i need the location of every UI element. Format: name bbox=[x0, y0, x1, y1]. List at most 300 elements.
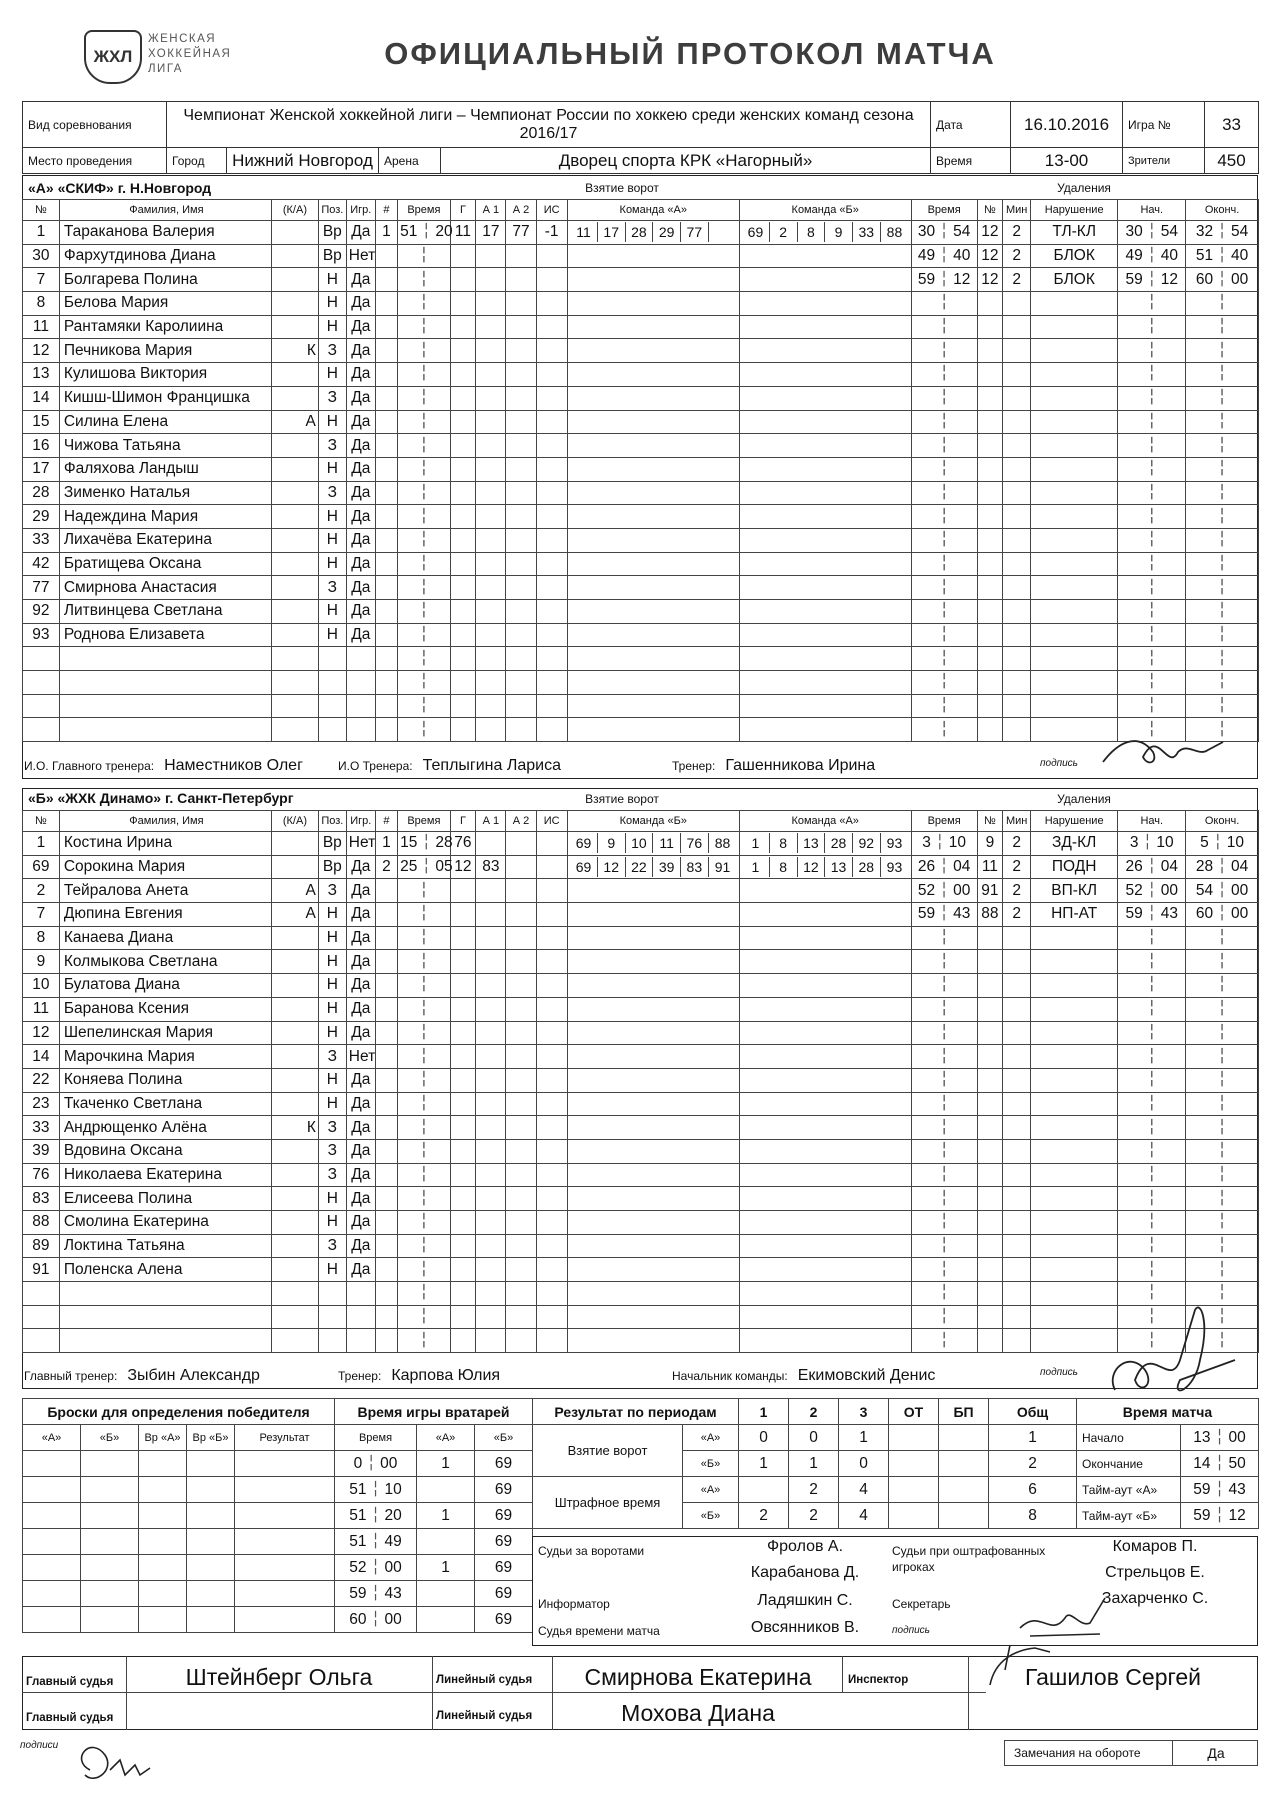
player-position: Н bbox=[318, 363, 346, 387]
goal-own-on-ice bbox=[567, 1116, 739, 1140]
goal-number bbox=[375, 576, 397, 600]
pen-min: 59 bbox=[1125, 905, 1143, 923]
period-value: 1 bbox=[739, 1451, 789, 1477]
penalty-minutes bbox=[1003, 950, 1031, 974]
player-name: Братищева Оксана bbox=[59, 552, 271, 576]
shootout-cell bbox=[23, 1451, 81, 1477]
goal-assist-2 bbox=[506, 974, 536, 998]
player-role bbox=[271, 600, 318, 624]
penalty-minutes bbox=[1003, 1305, 1031, 1329]
penalty-player bbox=[977, 1139, 1003, 1163]
on-ice-player: 33 bbox=[853, 222, 881, 242]
date-label: Дата bbox=[931, 102, 1011, 148]
player-name: Надеждина Мария bbox=[59, 505, 271, 529]
goal-number bbox=[375, 718, 397, 742]
player-name: Вдовина Оксана bbox=[59, 1139, 271, 1163]
player-position: Н bbox=[318, 292, 346, 316]
player-role bbox=[271, 997, 318, 1021]
coach-label: И.О Тренера: bbox=[338, 759, 413, 773]
goal-time: ╎ bbox=[398, 950, 450, 974]
penalty-violation bbox=[1031, 528, 1118, 552]
penalty-minutes bbox=[1003, 671, 1031, 695]
goal-own-on-ice bbox=[567, 671, 739, 695]
goal-scorer bbox=[450, 339, 476, 363]
player-row bbox=[23, 1282, 1259, 1306]
player-played bbox=[346, 1282, 375, 1306]
goal-scorer bbox=[450, 879, 476, 903]
goal-situation bbox=[536, 410, 567, 434]
player-played bbox=[346, 647, 375, 671]
spectators: 450 bbox=[1205, 148, 1259, 174]
goal-scorer bbox=[450, 1187, 476, 1211]
goal-scorer bbox=[450, 671, 476, 695]
team-a-coach2 bbox=[338, 757, 561, 775]
goal-scorer: 76 bbox=[450, 832, 476, 856]
player-played: Да bbox=[346, 974, 375, 998]
inspector: Гашилов Сергей bbox=[1024, 1664, 1202, 1690]
goal-number: 1 bbox=[375, 221, 397, 245]
goal-time: ╎ bbox=[398, 528, 450, 552]
player-name: Кишш-Шимон Францишка bbox=[59, 386, 271, 410]
pen-min: 5 bbox=[1200, 834, 1209, 852]
player-position: З bbox=[318, 434, 346, 458]
team-b-coach-signature bbox=[1100, 1300, 1240, 1410]
goal-assist-2 bbox=[506, 363, 536, 387]
goal-time: ╎ bbox=[398, 1258, 450, 1282]
player-played bbox=[346, 718, 375, 742]
shootout-cell bbox=[23, 1581, 81, 1607]
penalty-time: ╎ bbox=[911, 1211, 977, 1235]
penalty-minutes bbox=[1003, 339, 1031, 363]
player-position bbox=[318, 1282, 346, 1306]
goal-number bbox=[375, 410, 397, 434]
pen-sec: 04 bbox=[953, 858, 971, 876]
player-number: 15 bbox=[23, 410, 60, 434]
player-number: 9 bbox=[23, 950, 60, 974]
goal-time: ╎ bbox=[398, 339, 450, 363]
penalty-minutes bbox=[1003, 576, 1031, 600]
shootout-cell bbox=[235, 1607, 335, 1633]
penalty-minutes bbox=[1003, 292, 1031, 316]
pen-min: 60 bbox=[1195, 905, 1214, 923]
goal-own-on-ice bbox=[567, 1329, 739, 1353]
penalty-end: ╎ bbox=[1186, 926, 1259, 950]
goal-opp-on-ice bbox=[739, 1139, 911, 1163]
player-position: Н bbox=[318, 1211, 346, 1235]
goal-time: ╎ bbox=[398, 481, 450, 505]
shootout-cell bbox=[81, 1529, 139, 1555]
player-role bbox=[271, 1045, 318, 1069]
player-played: Да bbox=[346, 623, 375, 647]
penalty-start: ╎ bbox=[1118, 926, 1186, 950]
pen-sec: 00 bbox=[1231, 881, 1249, 899]
player-row bbox=[23, 1234, 1259, 1258]
goal-own-on-ice bbox=[567, 1282, 739, 1306]
goal-own-on-ice bbox=[567, 879, 739, 903]
goal-own-on-ice bbox=[567, 1092, 739, 1116]
player-played: Да bbox=[346, 363, 375, 387]
goal-opp-on-ice bbox=[739, 268, 911, 292]
goal-situation bbox=[536, 1092, 567, 1116]
col-no: № bbox=[23, 200, 60, 221]
penalty-minutes bbox=[1003, 974, 1031, 998]
goal-number bbox=[375, 903, 397, 927]
goal-scorer bbox=[450, 1234, 476, 1258]
goalie-sec: 00 bbox=[384, 1559, 402, 1576]
penalty-start: ╎ bbox=[1118, 1329, 1186, 1353]
goal-time: ╎ bbox=[398, 903, 450, 927]
goal-time: ╎ bbox=[398, 552, 450, 576]
goal-own-on-ice bbox=[567, 600, 739, 624]
col-pen-start: Нач. bbox=[1118, 200, 1186, 221]
goal-number bbox=[375, 292, 397, 316]
player-role bbox=[271, 268, 318, 292]
penalty-start: ╎ bbox=[1118, 1116, 1186, 1140]
goal-assist-2 bbox=[506, 505, 536, 529]
penalty-start: ╎ bbox=[1118, 410, 1186, 434]
penalty-time: ╎ bbox=[911, 505, 977, 529]
player-row bbox=[23, 974, 1259, 998]
player-row bbox=[23, 647, 1259, 671]
penalty-violation bbox=[1031, 1211, 1118, 1235]
penalty-start bbox=[1118, 903, 1186, 927]
player-role bbox=[271, 623, 318, 647]
spectators-label: Зрители bbox=[1123, 148, 1205, 174]
penalty-violation: ПОДН bbox=[1031, 855, 1118, 879]
goal-scorer bbox=[450, 1092, 476, 1116]
match-time-min: 59 bbox=[1193, 1481, 1211, 1498]
goalie-b: 69 bbox=[475, 1607, 533, 1633]
goal-number bbox=[375, 1092, 397, 1116]
penalty-violation: ЗД-КЛ bbox=[1031, 832, 1118, 856]
player-name: Литвинцева Светлана bbox=[59, 600, 271, 624]
goal-assist-1 bbox=[476, 292, 506, 316]
penalty-minutes bbox=[1003, 1329, 1031, 1353]
penalty-time: ╎ bbox=[911, 576, 977, 600]
col-ka: (К/А) bbox=[271, 811, 318, 832]
player-number: 91 bbox=[23, 1258, 60, 1282]
shootout-col: «А» bbox=[23, 1425, 81, 1451]
player-name: Тараканова Валерия bbox=[59, 221, 271, 245]
penbox-judge-2: Стрельцов Е. bbox=[1105, 1564, 1205, 1581]
player-role bbox=[271, 434, 318, 458]
goal-assist-1 bbox=[476, 386, 506, 410]
player-row bbox=[23, 997, 1259, 1021]
col-name: Фамилия, Имя bbox=[59, 811, 271, 832]
player-position: Н bbox=[318, 1187, 346, 1211]
player-row bbox=[23, 1116, 1259, 1140]
goal-number bbox=[375, 552, 397, 576]
player-number: 17 bbox=[23, 457, 60, 481]
team-a-coach bbox=[24, 757, 303, 775]
penalty-start bbox=[1118, 855, 1186, 879]
penbox-judge-1: Комаров П. bbox=[1112, 1538, 1198, 1555]
penalty-player: 12 bbox=[977, 221, 1003, 245]
penalty-minutes bbox=[1003, 1021, 1031, 1045]
penalty-start: ╎ bbox=[1118, 1092, 1186, 1116]
match-time-label: Окончание bbox=[1077, 1451, 1181, 1477]
goal-number bbox=[375, 623, 397, 647]
goalie-time-col: «Б» bbox=[475, 1425, 533, 1451]
time-separator: ╎ bbox=[1142, 223, 1161, 241]
goal-own-on-ice bbox=[567, 1045, 739, 1069]
penalty-end: ╎ bbox=[1186, 505, 1259, 529]
goal-opp-on-ice bbox=[739, 879, 911, 903]
periods-row-label: Штрафное время bbox=[533, 1477, 683, 1529]
goal-number bbox=[375, 997, 397, 1021]
city: Нижний Новгород bbox=[227, 148, 379, 174]
on-ice-player: 91 bbox=[714, 859, 731, 876]
pen-sec: 40 bbox=[953, 247, 971, 265]
goal-time: ╎ bbox=[398, 879, 450, 903]
penalty-start: ╎ bbox=[1118, 528, 1186, 552]
goal-number bbox=[375, 481, 397, 505]
penalty-violation bbox=[1031, 1068, 1118, 1092]
penalty-violation bbox=[1031, 926, 1118, 950]
shootout-cell bbox=[235, 1451, 335, 1477]
period-value: 4 bbox=[839, 1477, 889, 1503]
shootout-cell bbox=[81, 1477, 139, 1503]
goal-situation bbox=[536, 926, 567, 950]
penalty-player bbox=[977, 315, 1003, 339]
goal-time: ╎ bbox=[398, 268, 450, 292]
player-row bbox=[23, 694, 1259, 718]
player-position bbox=[318, 718, 346, 742]
player-role: А bbox=[271, 410, 318, 434]
player-name: Смирнова Анастасия bbox=[59, 576, 271, 600]
line-ref-1: Смирнова Екатерина bbox=[584, 1664, 812, 1690]
shootout-cell bbox=[139, 1581, 187, 1607]
goal-own-on-ice bbox=[567, 1187, 739, 1211]
penalty-player bbox=[977, 647, 1003, 671]
penalty-time: ╎ bbox=[911, 1092, 977, 1116]
player-played bbox=[346, 1305, 375, 1329]
penalty-minutes bbox=[1003, 647, 1031, 671]
penalty-player: 11 bbox=[977, 855, 1003, 879]
goal-number bbox=[375, 1329, 397, 1353]
goalie-change-time bbox=[335, 1581, 417, 1607]
player-position: Н bbox=[318, 1021, 346, 1045]
goalie-change-time bbox=[335, 1607, 417, 1633]
periods-title: Результат по периодам bbox=[533, 1399, 739, 1425]
goal-number bbox=[375, 339, 397, 363]
player-position: Н bbox=[318, 1258, 346, 1282]
player-played: Да bbox=[346, 1234, 375, 1258]
goal-opp-on-ice bbox=[739, 997, 911, 1021]
goal-min: 15 bbox=[400, 834, 418, 852]
pen-min: 3 bbox=[1129, 834, 1139, 852]
penalty-time: ╎ bbox=[911, 647, 977, 671]
penalty-start: ╎ bbox=[1118, 457, 1186, 481]
penalty-player bbox=[977, 552, 1003, 576]
penalty-time: ╎ bbox=[911, 1187, 977, 1211]
penalty-start: ╎ bbox=[1118, 1068, 1186, 1092]
match-header bbox=[22, 101, 1259, 174]
player-name: Чижова Татьяна bbox=[59, 434, 271, 458]
team-a-title: «А» «СКИФ» г. Н.Новгород bbox=[28, 180, 212, 196]
goal-number bbox=[375, 1234, 397, 1258]
player-row bbox=[23, 1187, 1259, 1211]
period-team: «Б» bbox=[683, 1503, 739, 1529]
penalty-violation bbox=[1031, 1187, 1118, 1211]
player-position: Вр bbox=[318, 244, 346, 268]
penalty-start: ╎ bbox=[1118, 671, 1186, 695]
player-position: Н bbox=[318, 268, 346, 292]
penalty-minutes bbox=[1003, 1116, 1031, 1140]
player-role bbox=[271, 552, 318, 576]
match-time-label: Тайм-аут «А» bbox=[1077, 1477, 1181, 1503]
penalty-player bbox=[977, 292, 1003, 316]
goal-assist-2 bbox=[506, 926, 536, 950]
periods-row-label: Взятие ворот bbox=[533, 1425, 683, 1477]
col-no: № bbox=[23, 811, 60, 832]
goalie-sec: 49 bbox=[384, 1533, 402, 1550]
goal-assist-2 bbox=[506, 855, 536, 879]
penalty-minutes bbox=[1003, 363, 1031, 387]
penalty-minutes: 2 bbox=[1003, 832, 1031, 856]
player-played: Да bbox=[346, 600, 375, 624]
goal-number: 1 bbox=[375, 832, 397, 856]
goal-own-on-ice bbox=[567, 576, 739, 600]
penalty-player bbox=[977, 528, 1003, 552]
period-value bbox=[939, 1503, 989, 1529]
goalie-time-title: Время игры вратарей bbox=[335, 1399, 533, 1425]
col-team-opp: Команда «А» bbox=[739, 811, 911, 832]
penalty-player bbox=[977, 481, 1003, 505]
player-played: Да bbox=[346, 386, 375, 410]
goal-assist-2 bbox=[506, 434, 536, 458]
goal-own-on-ice bbox=[567, 244, 739, 268]
player-name: Коняева Полина bbox=[59, 1068, 271, 1092]
player-role bbox=[271, 671, 318, 695]
goal-assist-1 bbox=[476, 950, 506, 974]
on-ice-player: 1 bbox=[742, 857, 770, 877]
penalty-end: ╎ bbox=[1186, 481, 1259, 505]
timekeeper-label: Судья времени матча bbox=[538, 1624, 660, 1638]
goal-assist-1 bbox=[476, 1068, 506, 1092]
goal-situation bbox=[536, 974, 567, 998]
penalty-start: ╎ bbox=[1118, 600, 1186, 624]
pen-min: 49 bbox=[1125, 247, 1143, 265]
player-position: Н bbox=[318, 528, 346, 552]
goalie-a: 1 bbox=[417, 1503, 475, 1529]
match-time-min: 14 bbox=[1193, 1455, 1211, 1472]
player-row bbox=[23, 528, 1259, 552]
player-position bbox=[318, 694, 346, 718]
player-name bbox=[59, 1282, 271, 1306]
shootout-cell bbox=[187, 1503, 235, 1529]
penalty-start: ╎ bbox=[1118, 718, 1186, 742]
goal-situation bbox=[536, 623, 567, 647]
player-row bbox=[23, 386, 1259, 410]
goal-assist-1 bbox=[476, 481, 506, 505]
penalty-end: ╎ bbox=[1186, 1329, 1259, 1353]
goal-situation bbox=[536, 1139, 567, 1163]
match-time-table bbox=[1076, 1398, 1259, 1529]
goal-assist-2 bbox=[506, 694, 536, 718]
penalty-violation: ВП-КЛ bbox=[1031, 879, 1118, 903]
player-played: Да bbox=[346, 552, 375, 576]
goal-opp-on-ice bbox=[739, 434, 911, 458]
penalty-end: ╎ bbox=[1186, 1258, 1259, 1282]
player-role bbox=[271, 950, 318, 974]
player-played: Нет bbox=[346, 832, 375, 856]
player-position: З bbox=[318, 576, 346, 600]
player-number: 22 bbox=[23, 1068, 60, 1092]
player-number: 89 bbox=[23, 1234, 60, 1258]
player-role: А bbox=[271, 903, 318, 927]
goal-judge-1: Фролов А. bbox=[766, 1538, 844, 1555]
pen-sec: 40 bbox=[1231, 247, 1249, 265]
signs-label: подписи bbox=[20, 1740, 59, 1751]
penalty-player bbox=[977, 694, 1003, 718]
goal-assist-2 bbox=[506, 647, 536, 671]
player-played: Да bbox=[346, 268, 375, 292]
on-ice-player: 69 bbox=[570, 857, 598, 877]
shootout-cell bbox=[139, 1503, 187, 1529]
pen-min: 26 bbox=[917, 858, 936, 876]
goal-opp-on-ice bbox=[739, 410, 911, 434]
goal-opp-on-ice bbox=[739, 1068, 911, 1092]
goalie-min: 0 bbox=[353, 1455, 363, 1472]
inspector-label: Инспектор bbox=[848, 1674, 909, 1686]
goal-situation bbox=[536, 386, 567, 410]
player-position: З bbox=[318, 481, 346, 505]
player-number bbox=[23, 647, 60, 671]
player-role bbox=[271, 694, 318, 718]
player-position: Н bbox=[318, 903, 346, 927]
player-position: Н bbox=[318, 1092, 346, 1116]
player-name: Силина Елена bbox=[59, 410, 271, 434]
on-ice-player: 83 bbox=[681, 857, 709, 877]
player-position: Н bbox=[318, 457, 346, 481]
period-value: 0 bbox=[839, 1451, 889, 1477]
player-played: Да bbox=[346, 1116, 375, 1140]
player-row bbox=[23, 950, 1259, 974]
penalty-violation bbox=[1031, 974, 1118, 998]
player-role bbox=[271, 832, 318, 856]
shootout-cell bbox=[187, 1529, 235, 1555]
shootout-cell bbox=[235, 1477, 335, 1503]
player-row bbox=[23, 832, 1259, 856]
player-name: Марочкина Мария bbox=[59, 1045, 271, 1069]
time-separator: ╎ bbox=[1213, 247, 1232, 265]
col-team-own: Команда «А» bbox=[567, 200, 739, 221]
goal-situation bbox=[536, 1282, 567, 1306]
goal-own-on-ice bbox=[567, 221, 739, 245]
on-ice-player: 88 bbox=[714, 835, 731, 852]
goal-situation bbox=[536, 457, 567, 481]
coach-label: И.О. Главного тренера: bbox=[24, 759, 155, 773]
penalty-player: 12 bbox=[977, 268, 1003, 292]
penalty-time: ╎ bbox=[911, 671, 977, 695]
penalty-time: ╎ bbox=[911, 1116, 977, 1140]
goal-judge-2: Карабанова Д. bbox=[750, 1564, 860, 1581]
goalie-min: 52 bbox=[349, 1559, 367, 1576]
penalty-time bbox=[911, 855, 977, 879]
goal-situation bbox=[536, 855, 567, 879]
shootout-cell bbox=[81, 1555, 139, 1581]
on-ice-player: 88 bbox=[886, 224, 903, 241]
pen-sec: 43 bbox=[1160, 905, 1178, 923]
on-ice-player: 28 bbox=[626, 222, 654, 242]
player-name: Елисеева Полина bbox=[59, 1187, 271, 1211]
player-played: Да bbox=[346, 434, 375, 458]
goal-number: 2 bbox=[375, 855, 397, 879]
penalty-start: ╎ bbox=[1118, 292, 1186, 316]
goal-opp-on-ice bbox=[739, 552, 911, 576]
player-position bbox=[318, 1329, 346, 1353]
